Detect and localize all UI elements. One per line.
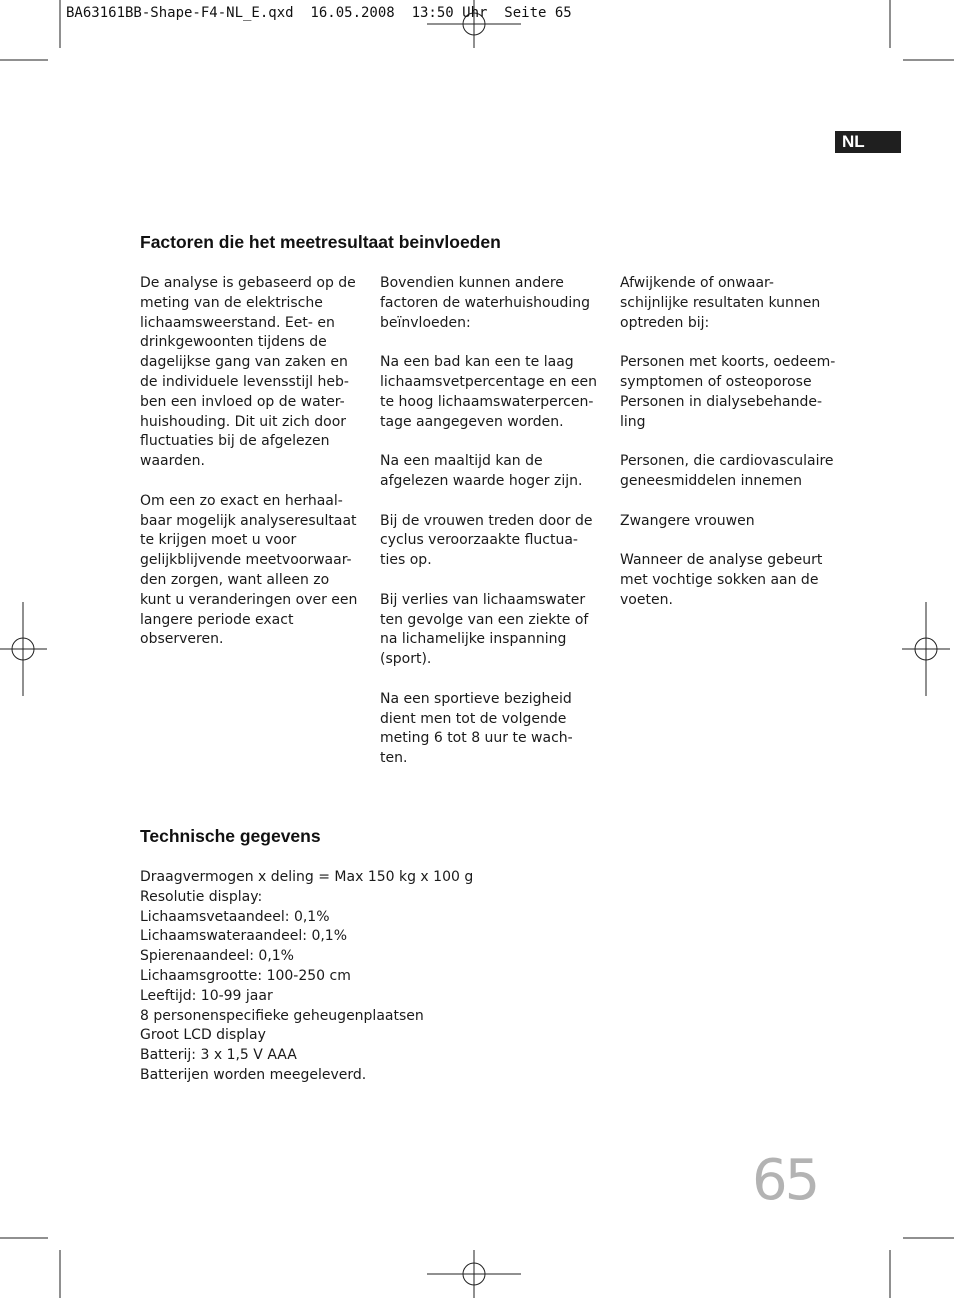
- paragraph: Om een zo exact en herhaal- baar mogelijk analyseresultaat te krijgen moet u voor gelijkblijvende meetvoorwaar- den zorgen, want alleen zo kunt u veranderingen over een langere periode exact observeren.: [140, 492, 358, 648]
- section-heading-tech: Technische gegevens: [140, 826, 321, 846]
- spec-line: Resolutie display:: [140, 888, 263, 905]
- text-column-3: [620, 274, 840, 630]
- paragraph: De analyse is gebaseerd op de meting van de elektrische lichaamsweerstand. Eet- en drinkgewoonten tijdens de dagelijkse gang van zaken en de individuele levensstijl heb- ben een invloed op de water- huishouding. Dit uit zich door fluctuaties bij de afgelezen waarden.: [140, 275, 356, 470]
- paragraph: Zwangere vrouwen: [620, 512, 755, 529]
- language-badge: NL: [835, 131, 901, 153]
- paragraph: Na een sportieve bezigheid dient men tot de volgende meting 6 tot 8 uur te wach- ten.: [380, 690, 573, 767]
- page-number: 65: [752, 1148, 818, 1213]
- text-column-2: [380, 274, 600, 789]
- paragraph: Na een maaltijd kan de afgelezen waarde hoger zijn.: [380, 453, 583, 489]
- paragraph: Personen met koorts, oedeem- symptomen of osteoporose Personen in dialysebehande- ling: [620, 354, 836, 430]
- tech-specs-list: [140, 868, 640, 1086]
- paragraph: Afwijkende of onwaar- schijnlijke resultaten kunnen optreden bij:: [620, 275, 821, 331]
- spec-line: Leeftijd: 10-99 jaar: [140, 987, 273, 1004]
- section-heading-factors: Factoren die het meetresultaat beinvloeden: [140, 232, 501, 252]
- paragraph: Bij de vrouwen treden door de cyclus veroorzaakte fluctua- ties op.: [380, 512, 593, 569]
- print-slug: BA63161BB-Shape-F4-NL_E.qxd 16.05.2008 13:50 Uhr Seite 65: [66, 5, 572, 21]
- text-column-1: [140, 274, 360, 670]
- spec-line: Batterij: 3 x 1,5 V AAA: [140, 1047, 297, 1064]
- spec-line: Lichaamswateraandeel: 0,1%: [140, 928, 348, 945]
- spec-line: Spierenaandeel: 0,1%: [140, 948, 294, 965]
- spec-line: Lichaamsvetaandeel: 0,1%: [140, 908, 330, 925]
- spec-line: Groot LCD display: [140, 1027, 266, 1044]
- spec-line: Batterijen worden meegeleverd.: [140, 1066, 367, 1083]
- spec-line: Lichaamsgrootte: 100-250 cm: [140, 967, 351, 984]
- paragraph: Na een bad kan een te laag lichaamsvetpercentage en een te hoog lichaamswaterpercen- tage aangegeven worden.: [380, 354, 598, 430]
- spec-line: 8 personenspecifieke geheugenplaatsen: [140, 1007, 424, 1024]
- paragraph: Bij verlies van lichaamswater ten gevolge van een ziekte of na lichamelijke inspanning (sport).: [380, 591, 589, 668]
- paragraph: Personen, die cardiovasculaire geneesmiddelen innemen: [620, 453, 834, 489]
- paragraph: Bovendien kunnen andere factoren de waterhuishouding beïnvloeden:: [380, 275, 591, 331]
- spec-line: Draagvermogen x deling = Max 150 kg x 100 g: [140, 869, 474, 885]
- paragraph: Wanneer de analyse gebeurt met vochtige sokken aan de voeten.: [620, 552, 823, 608]
